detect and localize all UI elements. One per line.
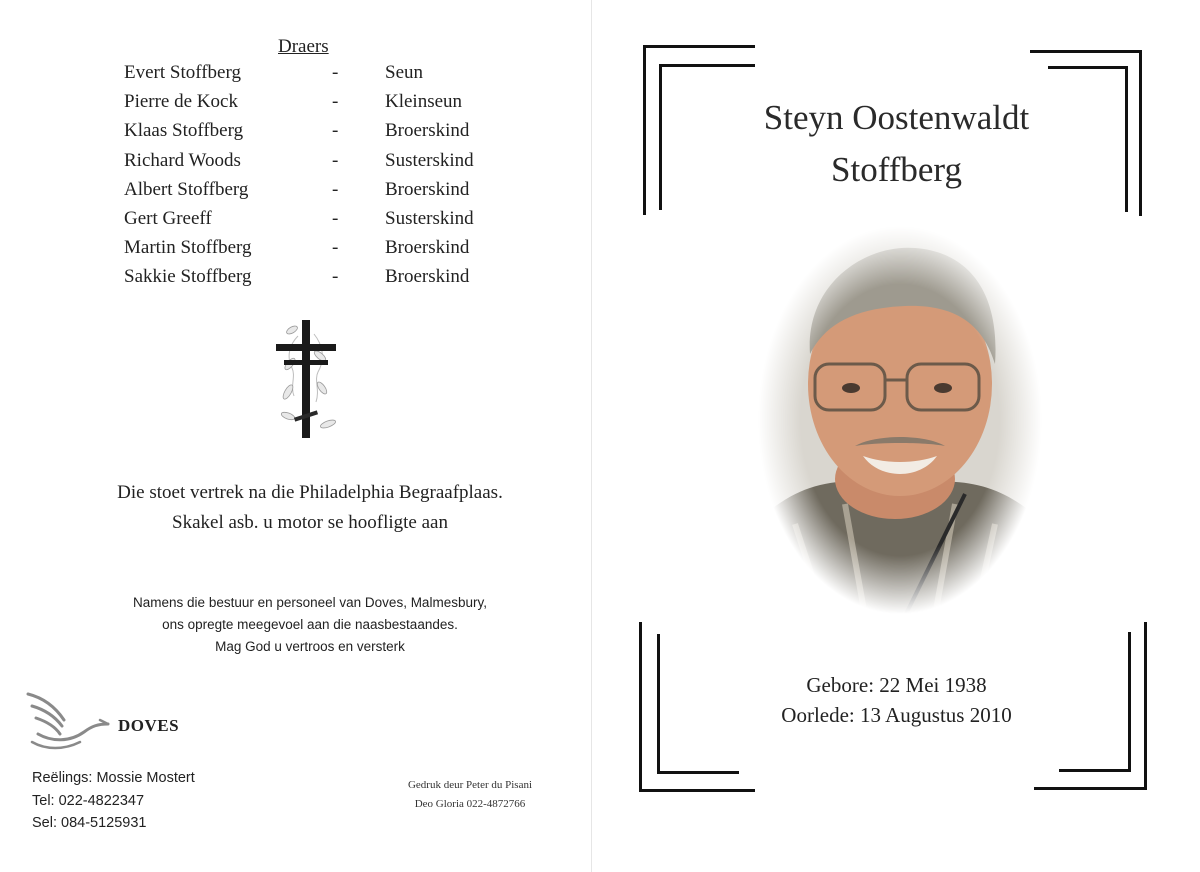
bearer-row bbox=[124, 208, 544, 237]
arrangements-contact: Reëlings: Mossie Mostert bbox=[32, 770, 195, 786]
bearer-relation: Susterskind bbox=[385, 149, 474, 171]
deceased-name-line-1: Steyn Oostenwaldt bbox=[763, 98, 1030, 137]
bearer-name: Evert Stoffberg bbox=[124, 62, 241, 83]
bearers-list bbox=[124, 62, 544, 296]
printer-line-1: Gedruk deur Peter du Pisani bbox=[407, 779, 533, 791]
condolence-message bbox=[0, 592, 620, 658]
birth-date: Gebore: 22 Mei 1938 bbox=[806, 673, 987, 697]
left-page bbox=[0, 0, 592, 872]
printer-line-2: Deo Gloria 022-4872766 bbox=[414, 798, 526, 810]
printer-credit bbox=[380, 776, 560, 814]
condolence-line-2: ons opregte meegevoel aan die naasbestaandes. bbox=[162, 617, 458, 632]
frame-corner-top-left-inner-h bbox=[659, 64, 755, 67]
bearer-relation: Seun bbox=[385, 62, 423, 83]
deceased-name-line-2: Stoffberg bbox=[831, 150, 962, 189]
bearer-row bbox=[124, 237, 544, 266]
frame-corner-bottom-right-inner-h bbox=[1059, 769, 1131, 772]
bearer-name: Gert Greeff bbox=[124, 207, 212, 229]
bearer-dash: - bbox=[332, 91, 339, 113]
bearer-name: Albert Stoffberg bbox=[124, 178, 249, 200]
bearer-name: Martin Stoffberg bbox=[124, 237, 252, 259]
bearer-dash: - bbox=[332, 207, 339, 229]
bearer-row bbox=[124, 150, 544, 179]
bearer-dash: - bbox=[332, 120, 339, 142]
brand-name: DOVES bbox=[118, 716, 180, 735]
contact-info bbox=[32, 767, 195, 835]
frame-corner-bottom-right-outer-h bbox=[1034, 787, 1147, 790]
death-date: Oorlede: 13 Augustus 2010 bbox=[781, 703, 1012, 727]
frame-corner-bottom-left-outer-h bbox=[639, 789, 755, 792]
cell-number: Sel: 084-5125931 bbox=[32, 815, 147, 831]
bearer-relation: Broerskind bbox=[385, 237, 470, 259]
bearer-relation: Broerskind bbox=[385, 266, 470, 288]
bearer-name: Pierre de Kock bbox=[124, 91, 238, 113]
condolence-line-3: Mag God u vertroos en versterk bbox=[215, 639, 405, 654]
bearer-dash: - bbox=[332, 149, 339, 171]
bearer-row bbox=[124, 120, 544, 149]
procession-line-2: Skakel asb. u motor se hoofligte aan bbox=[172, 512, 448, 533]
bearer-dash: - bbox=[332, 266, 339, 288]
bearer-relation: Kleinseun bbox=[385, 91, 463, 113]
bearer-dash: - bbox=[332, 178, 339, 200]
bearer-name: Richard Woods bbox=[124, 149, 241, 171]
telephone-number: Tel: 022-4822347 bbox=[32, 792, 145, 809]
bearer-row bbox=[124, 62, 544, 91]
frame-corner-top-right-inner-h bbox=[1048, 66, 1128, 69]
deceased-name bbox=[593, 92, 1200, 196]
life-dates bbox=[593, 670, 1200, 730]
bearer-dash: - bbox=[332, 237, 339, 259]
bearer-name: Sakkie Stoffberg bbox=[124, 266, 252, 288]
bearer-row bbox=[124, 91, 544, 120]
bearer-row bbox=[124, 266, 544, 295]
bearer-relation: Susterskind bbox=[385, 207, 474, 229]
bearer-relation: Broerskind bbox=[385, 178, 470, 200]
bearer-relation: Broerskind bbox=[385, 120, 470, 142]
procession-notice bbox=[0, 478, 620, 538]
right-page bbox=[593, 0, 1200, 872]
frame-corner-bottom-left-inner-h bbox=[657, 771, 739, 774]
cross-icon bbox=[268, 316, 344, 440]
bearer-name: Klaas Stoffberg bbox=[124, 120, 244, 142]
bearers-title: Draers bbox=[278, 36, 329, 57]
deceased-portrait bbox=[755, 224, 1045, 616]
frame-corner-top-left-outer-h bbox=[643, 45, 755, 48]
frame-corner-top-right-outer-h bbox=[1030, 50, 1142, 53]
procession-line-1: Die stoet vertrek na die Philadelphia Begraafplaas. bbox=[117, 482, 503, 503]
bearer-row bbox=[124, 179, 544, 208]
dove-icon bbox=[24, 690, 114, 754]
condolence-line-1: Namens die bestuur en personeel van Doves, Malmesbury, bbox=[133, 595, 487, 610]
bearer-dash: - bbox=[332, 62, 339, 83]
